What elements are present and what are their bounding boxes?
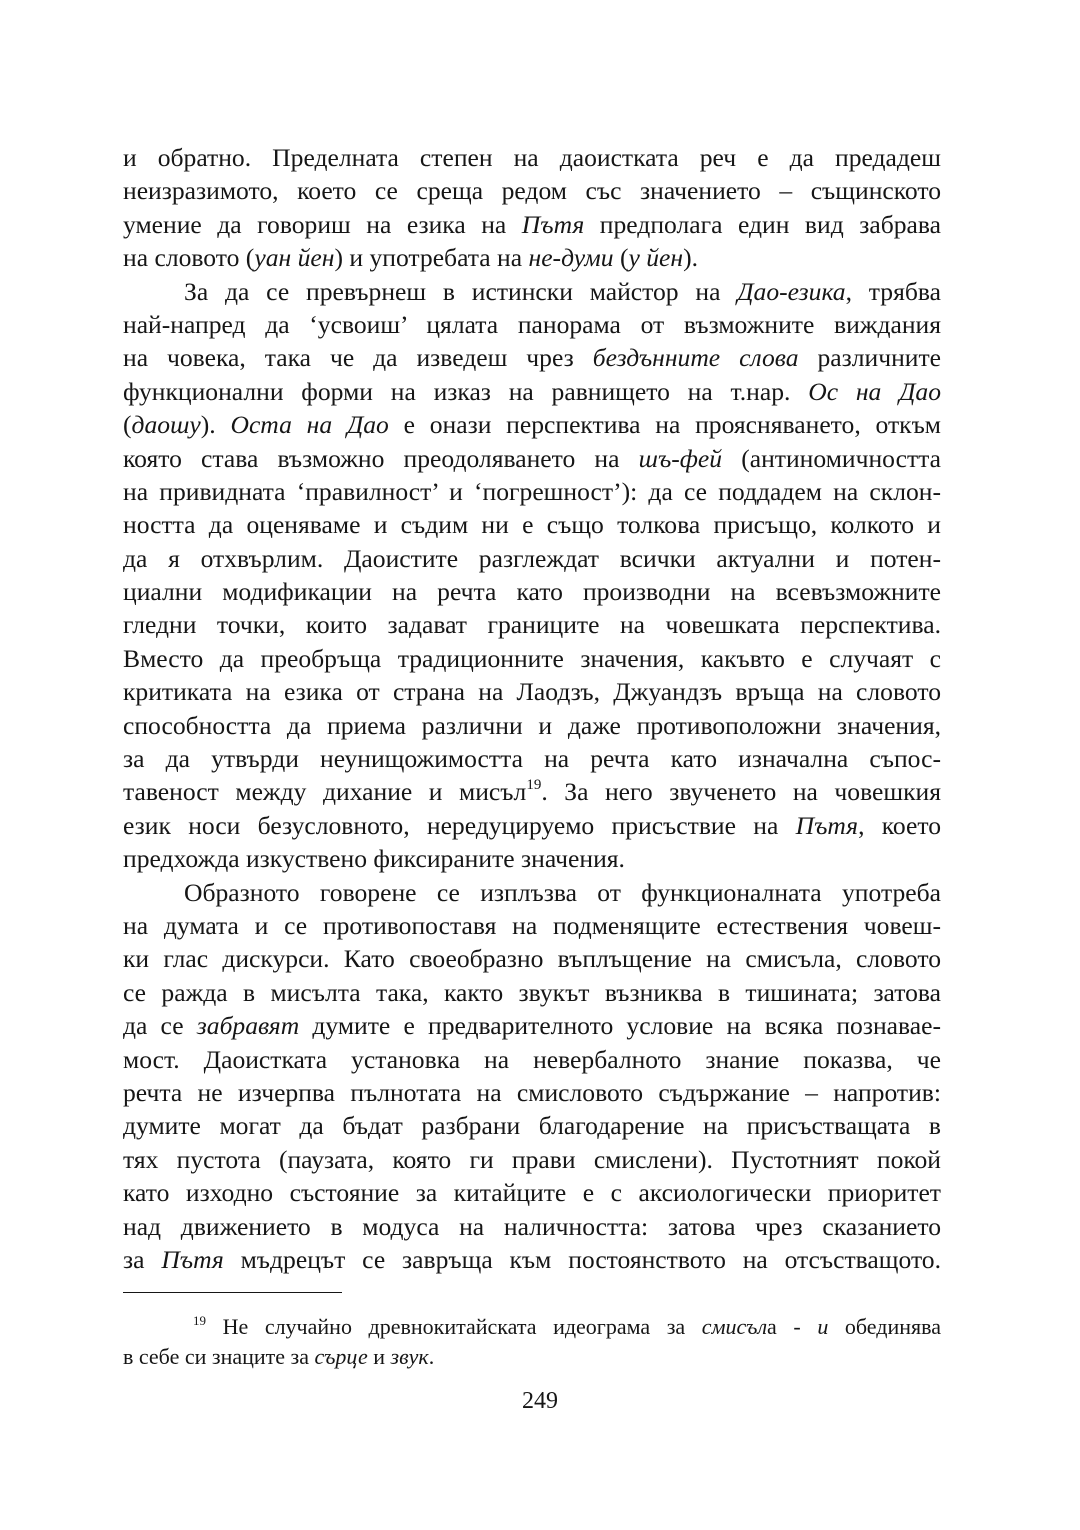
- footnote-line: [123, 1312, 941, 1342]
- text-line: речта не изчерпва пълнотата на смисловото съдържание – напротив:: [123, 1077, 941, 1107]
- text-line: способността да приема различни и даже противоположни значения,: [123, 710, 941, 740]
- footnote-number: 19: [193, 1313, 206, 1328]
- italic-term: Пътя: [795, 810, 859, 840]
- text-line: гледни точки, които задават границите на човешката перспектива.: [123, 610, 941, 640]
- text-line: циални модификации на речта като производни на всевъзможните: [123, 577, 941, 607]
- text-line: на словото (уан йен) и употребата на не-думи (у йен).: [123, 243, 699, 273]
- text-line: език носи безусловното, нередуцируемо присъствие на Пътя, което: [123, 810, 941, 840]
- text-line: умение да говориш на езика на Пътя предполага един вид забрава: [123, 209, 941, 239]
- text-line: над движението в модуса на наличността: затова чрез сказанието: [123, 1211, 941, 1241]
- text-line: функционални форми на изказ на равнището на т.нар. Ос на Дао: [123, 376, 941, 406]
- text-line: За да се превърнеш в истински майстор на Дао-езика, трябва: [184, 276, 941, 306]
- footnote-separator: [123, 1292, 342, 1293]
- footnote: [123, 1312, 941, 1372]
- text-line: тях пустота (паузата, която ги прави смислени). Пустотният покой: [123, 1144, 941, 1174]
- italic-term: даошу: [131, 410, 201, 440]
- text-line: мост. Даоистката установка на невербалното знание показва, че: [123, 1044, 941, 1074]
- italic-term: забравят: [196, 1011, 300, 1041]
- text-line: за Пътя мъдрецът се завръща към постоянството на отсъстващото.: [123, 1244, 941, 1274]
- text-line: на човека, така че да изведеш чрез бездънните слова различните: [123, 343, 942, 373]
- text-line: да я отхвърлим. Даоистите разглеждат всички актуални и потен-: [123, 543, 941, 573]
- text-line: която става възможно преодоляването на шъ-фей (антиномичността: [123, 443, 941, 473]
- text-line: (даошу). Оста на Дао е онази перспектива на проясняването, откъм: [123, 410, 941, 440]
- italic-term: Ос на Дао: [808, 376, 941, 406]
- text-line: думите могат да бъдат разбрани благодарение на присъстващата в: [123, 1111, 941, 1141]
- italic-term: звук: [390, 1344, 429, 1369]
- italic-term: Дао-езика: [737, 276, 846, 306]
- text-line: за да утвърди неунищожимостта на речта като изначална съпос-: [123, 744, 941, 774]
- text-line: Образното говорене се изплъзва от функционалната употреба: [184, 877, 941, 907]
- text-line: като изходно състояние за китайците е с аксиологически приоритет: [123, 1178, 941, 1208]
- text-line: неизразимото, което се среща редом със значението – същинското: [123, 176, 941, 206]
- footnote-text: Не случайно древнокитайската идеограма за смисъла - и обединява: [206, 1314, 941, 1339]
- text-line: да се забравят думите е предварителното условие на всяка познавае-: [123, 1011, 941, 1041]
- italic-term: Пътя: [521, 209, 585, 239]
- text-line: предхожда изкуствено фиксираните значения.: [123, 844, 625, 874]
- italic-term: у йен: [628, 243, 684, 273]
- italic-term: шъ-фей: [638, 443, 723, 473]
- text-line: се ражда в мисълта така, както звукът възниква в тишината; затова: [123, 977, 941, 1007]
- italic-term: Пътя: [161, 1244, 224, 1274]
- italic-term: не-думи: [528, 243, 614, 273]
- text-line: ки глас дискурси. Като своеобразно въплъщение на смисъла, словото: [123, 944, 941, 974]
- page-number: 249: [522, 1388, 558, 1414]
- text-line: тавеност между дихание и мисъл$^{19}$. За него звученето на човешкия: [123, 777, 941, 807]
- italic-term: Оста на Дао: [230, 410, 389, 440]
- text-line: и обратно. Пределната степен на даоистката реч е да предадеш: [123, 143, 941, 172]
- italic-term: смисъл: [701, 1314, 768, 1339]
- italic-term: и: [817, 1314, 829, 1339]
- italic-term: уан йен: [254, 243, 335, 273]
- main-text: [123, 141, 941, 1276]
- text-line: Вместо да преобръща традиционните значения, какъвто е случаят с: [123, 643, 941, 673]
- footnote-ref: 19: [526, 777, 542, 794]
- text-line: критиката на езика от страна на Лаодзъ, Джуандзъ връща на словото: [123, 677, 941, 707]
- italic-term: бездънните слова: [592, 343, 799, 373]
- text-line: ността да оценяваме и съдим ни е също толкова присъщо, колкото и: [123, 510, 941, 540]
- footnote-line: в себе си знаците за сърце и звук.: [123, 1344, 435, 1369]
- italic-term: сърце: [314, 1344, 368, 1369]
- text-line: на думата и се противопоставя на подменящите естествения човеш-: [123, 910, 941, 940]
- text-line: най-напред да ‘усвоиш’ цялата панорама от възможните виждания: [123, 309, 941, 339]
- text-line: на привидната ‘правилност’ и ‘погрешност’): да се поддадем на склон-: [123, 476, 941, 506]
